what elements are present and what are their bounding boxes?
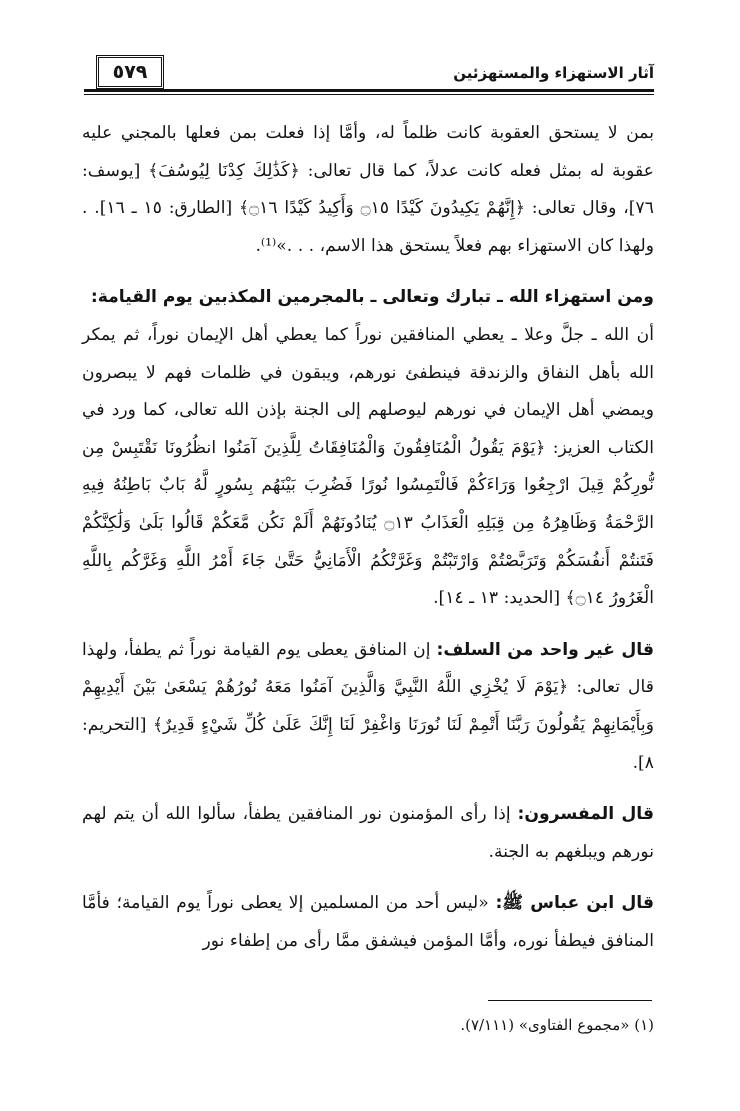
running-header-title: آثار الاستهزاء والمستهزئين	[453, 64, 654, 82]
paragraph	[82, 796, 654, 871]
paragraph-text: بمن لا يستحق العقوبة كانت ظلماً له، وأمَّا إذا فعلت بمن فعلها بالمجني عليه عقوبة له بمثل فعله كانت عدلاً، كما قال تعالى: ﴿كَذَٰلِكَ كِدْنَا لِيُوسُفَ﴾ [يوسف: ٧٦]، وقال تعالى: ﴿إِنَّهُمْ يَكِيدُونَ كَيْدًا ۝١٥ وَأَكِيدُ كَيْدًا ۝١٦﴾ [الطارق: ١٥ ـ ١٦]. . ولهذا كان الاستهزاء بهم فعلاً يستحق هذا الاسم، . . .»⁽¹⁾.	[82, 123, 654, 256]
paragraph-text: إن المنافق يعطى يوم القيامة نوراً ثم يطفأ، ولهذا قال تعالى: ﴿يَوْمَ لَا يُخْزِي اللَّهُ النَّبِيَّ وَالَّذِينَ آمَنُوا مَعَهُ نُورُهُمْ يَسْعَىٰ بَيْنَ أَيْدِيهِمْ وَبِأَيْمَانِهِمْ يَقُولُونَ رَبَّنَا أَتْمِمْ لَنَا نُورَنَا وَاغْفِرْ لَنَا إِنَّكَ عَلَىٰ كُلِّ شَيْءٍ قَدِيرٌ﴾ [التحريم: ٨].	[82, 639, 654, 773]
footnote: (١) «مجموع الفتاوى» (٧/١١١).	[460, 1016, 654, 1034]
paragraph	[82, 279, 654, 617]
header-rule	[84, 89, 654, 92]
paragraph-text: «ليس أحد من المسلمين إلا يعطى نوراً يوم القيامة؛ فأمَّا المنافق فيطفأ نوره، وأمَّا المؤمن فيشفق ممَّا رأى من إطفاء نور	[82, 893, 654, 951]
paragraph	[82, 632, 654, 782]
paragraph-lead: قال ابن عباس ﷺ:	[495, 893, 654, 914]
paragraph-lead: قال المفسرون:	[517, 804, 654, 825]
header-rule-thin	[84, 94, 654, 95]
paragraph	[82, 885, 654, 960]
paragraph-text: أن الله ـ جلَّ وعلا ـ يعطي المنافقين نوراً كما يعطي أهل الإيمان نوراً، ثم يمكر الله بأهل النفاق والزندقة فينطفئ نورهم، ويبقون في ظلمات فهم لا يبصرون ويمضي أهل الإيمان في نورهم ليوصلهم إلى الجنة بإذن الله تعالى، كما ورد في الكتاب العزيز: ﴿يَوْمَ يَقُولُ الْمُنَافِقُونَ وَالْمُنَافِقَاتُ لِلَّذِينَ آمَنُوا انظُرُونَا نَقْتَبِسْ مِن نُّورِكُمْ قِيلَ ارْجِعُوا وَرَاءَكُمْ فَالْتَمِسُوا نُورًا فَضُرِبَ بَيْنَهُم بِسُورٍ لَّهُ بَابٌ بَاطِنُهُ فِيهِ الرَّحْمَةُ وَظَاهِرُهُ مِن قِبَلِهِ الْعَذَابُ ۝١٣ يُنَادُونَهُمْ أَلَمْ نَكُن مَّعَكُمْ قَالُوا بَلَىٰ وَلَٰكِنَّكُمْ فَتَنتُمْ أَنفُسَكُمْ وَتَرَبَّصْتُمْ وَارْتَبْتُمْ وَغَرَّتْكُمُ الْأَمَانِيُّ حَتَّىٰ جَاءَ أَمْرُ اللَّهِ وَغَرَّكُم بِاللَّهِ الْغَرُورُ ۝١٤﴾ [الحديد: ١٣ ـ ١٤].	[82, 324, 654, 609]
page-number-box	[96, 55, 164, 89]
page-number: ٥٧٩	[112, 61, 148, 83]
paragraph	[82, 115, 654, 265]
paragraph-lead: ومن استهزاء الله ـ تبارك وتعالى ـ بالمجرمين المكذبين يوم القيامة:	[90, 287, 654, 308]
paragraph-lead: قال غير واحد من السلف:	[436, 639, 654, 660]
paragraph-text: إذا رأى المؤمنون نور المنافقين يطفأ، سألوا الله أن يتم لهم نورهم ويبلغهم به الجنة.	[82, 804, 654, 862]
main-text	[82, 115, 654, 974]
footnote-rule	[488, 1000, 652, 1001]
